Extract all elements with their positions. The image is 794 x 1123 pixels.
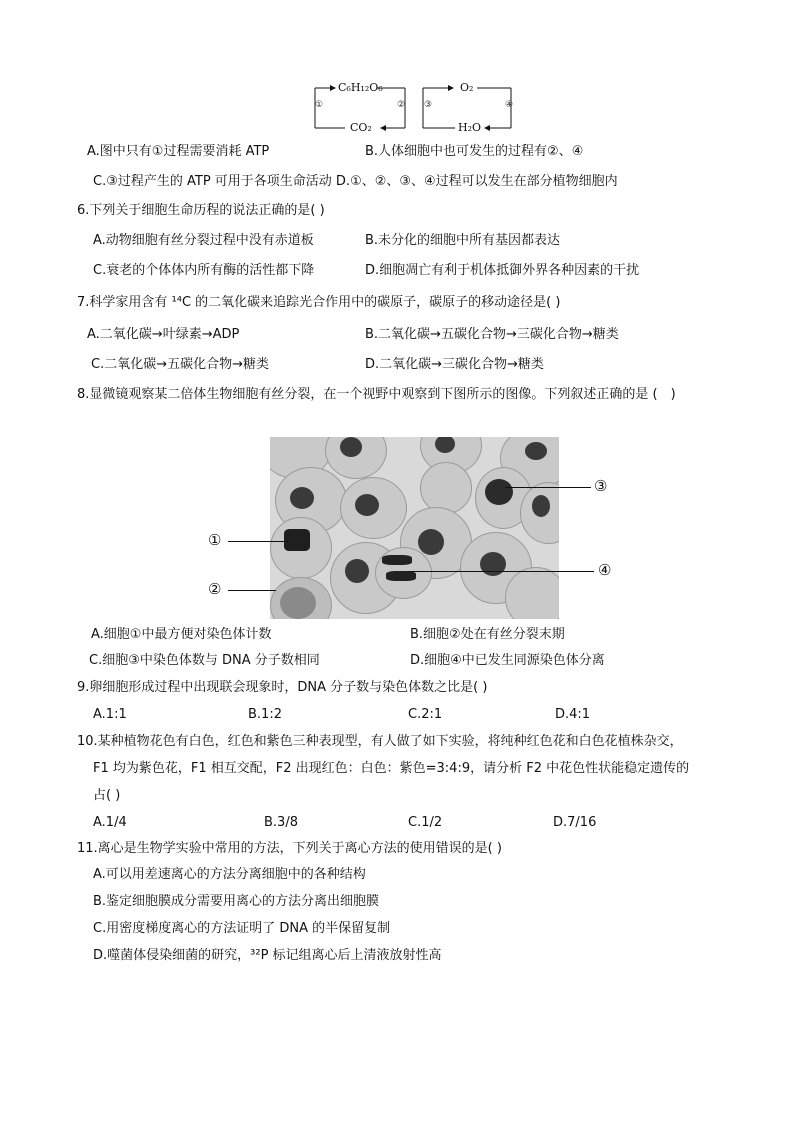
q6-option-c: C.衰老的个体体内所有酶的活性都下降 <box>93 263 315 278</box>
q5-option-a: A.图中只有①过程需要消耗 ATP <box>87 144 270 159</box>
q7-option-d: D.二氧化碳→三碳化合物→糖类 <box>365 357 544 372</box>
q5-option-cd: C.③过程产生的 ATP 可用于各项生命活动 D.①、②、③、④过程可以发生在部分植物细胞内 <box>93 174 618 189</box>
q8-option-a: A.细胞①中最方便对染色体计数 <box>91 627 272 642</box>
h2o-label: H₂O <box>458 121 482 134</box>
leader-3 <box>505 487 591 488</box>
q10-stem-line3: 占( ) <box>93 788 121 803</box>
leader-2 <box>228 590 276 591</box>
q10-option-b: B.3/8 <box>264 815 298 830</box>
q8-stem: 8.显微镜观察某二倍体生物细胞有丝分裂，在一个视野中观察到下图所示的图像。下列叙述正确的是 ( ) <box>77 387 676 402</box>
q10-option-c: C.1/2 <box>408 815 443 830</box>
q9-option-d: D.4:1 <box>555 707 591 722</box>
q7-stem: 7.科学家用含有 ¹⁴C 的二氧化碳来追踪光合作用中的碳原子，碳原子的移动途径是( ) <box>77 295 561 310</box>
leader-4 <box>408 571 594 572</box>
q6-option-d: D.细胞凋亡有利于机体抵御外界各种因素的干扰 <box>365 263 640 278</box>
q9-option-c: C.2:1 <box>408 707 443 722</box>
q11-option-b: B.鉴定细胞膜成分需要用离心的方法分离出细胞膜 <box>93 894 380 909</box>
q6-stem: 6.下列关于细胞生命历程的说法正确的是( ) <box>77 203 325 218</box>
callout-2: ② <box>208 580 222 598</box>
q5-option-b: B.人体细胞中也可发生的过程有②、④ <box>365 144 584 159</box>
q8-option-d: D.细胞④中已发生同源染色体分离 <box>410 653 605 668</box>
process-4-mark: ④ <box>505 100 514 110</box>
q6-option-a: A.动物细胞有丝分裂过程中没有赤道板 <box>93 233 314 248</box>
q10-stem-line1: 10.某种植物花色有白色，红色和紫色三种表现型，有人做了如下实验，将纯种红色花和白色花植株杂交， <box>77 734 683 749</box>
q7-option-b: B.二氧化碳→五碳化合物→三碳化合物→糖类 <box>365 327 619 342</box>
q6-option-b: B.未分化的细胞中所有基因都表达 <box>365 233 561 248</box>
process-3-mark: ③ <box>424 100 433 110</box>
callout-1: ① <box>208 531 222 549</box>
callout-3: ③ <box>594 477 608 495</box>
process-2-mark: ② <box>397 100 406 110</box>
co2-label: CO₂ <box>350 121 372 134</box>
q11-option-d: D.噬菌体侵染细菌的研究，³²P 标记组离心后上清液放射性高 <box>93 948 442 963</box>
o2-label: O₂ <box>460 81 474 94</box>
q8-option-b: B.细胞②处在有丝分裂末期 <box>410 627 565 642</box>
q10-option-d: D.7/16 <box>553 815 597 830</box>
q10-stem-line2: F1 均为紫色花，F1 相互交配，F2 出现红色：白色：紫色=3:4:9，请分析 F2 中花色性状能稳定遗传的 <box>93 761 690 776</box>
leader-1 <box>228 541 288 542</box>
q7-option-c: C.二氧化碳→五碳化合物→糖类 <box>91 357 269 372</box>
q8-option-c: C.细胞③中染色体数与 DNA 分子数相同 <box>89 653 320 668</box>
q11-option-c: C.用密度梯度离心的方法证明了 DNA 的半保留复制 <box>93 921 391 936</box>
q11-stem: 11.离心是生物学实验中常用的方法，下列关于离心方法的使用错误的是( ) <box>77 841 502 856</box>
q9-option-a: A.1:1 <box>93 707 127 722</box>
callout-4: ④ <box>598 561 612 579</box>
q11-option-a: A.可以用差速离心的方法分离细胞中的各种结构 <box>93 867 366 882</box>
q7-option-a: A.二氧化碳→叶绿素→ADP <box>87 327 240 342</box>
q9-option-b: B.1:2 <box>248 707 282 722</box>
glucose-label: C₆H₁₂O₆ <box>338 81 383 94</box>
process-1-mark: ① <box>315 100 324 110</box>
micrograph-image <box>270 437 559 619</box>
q9-stem: 9.卵细胞形成过程中出现联会现象时，DNA 分子数与染色体数之比是( ) <box>77 680 488 695</box>
q10-option-a: A.1/4 <box>93 815 127 830</box>
